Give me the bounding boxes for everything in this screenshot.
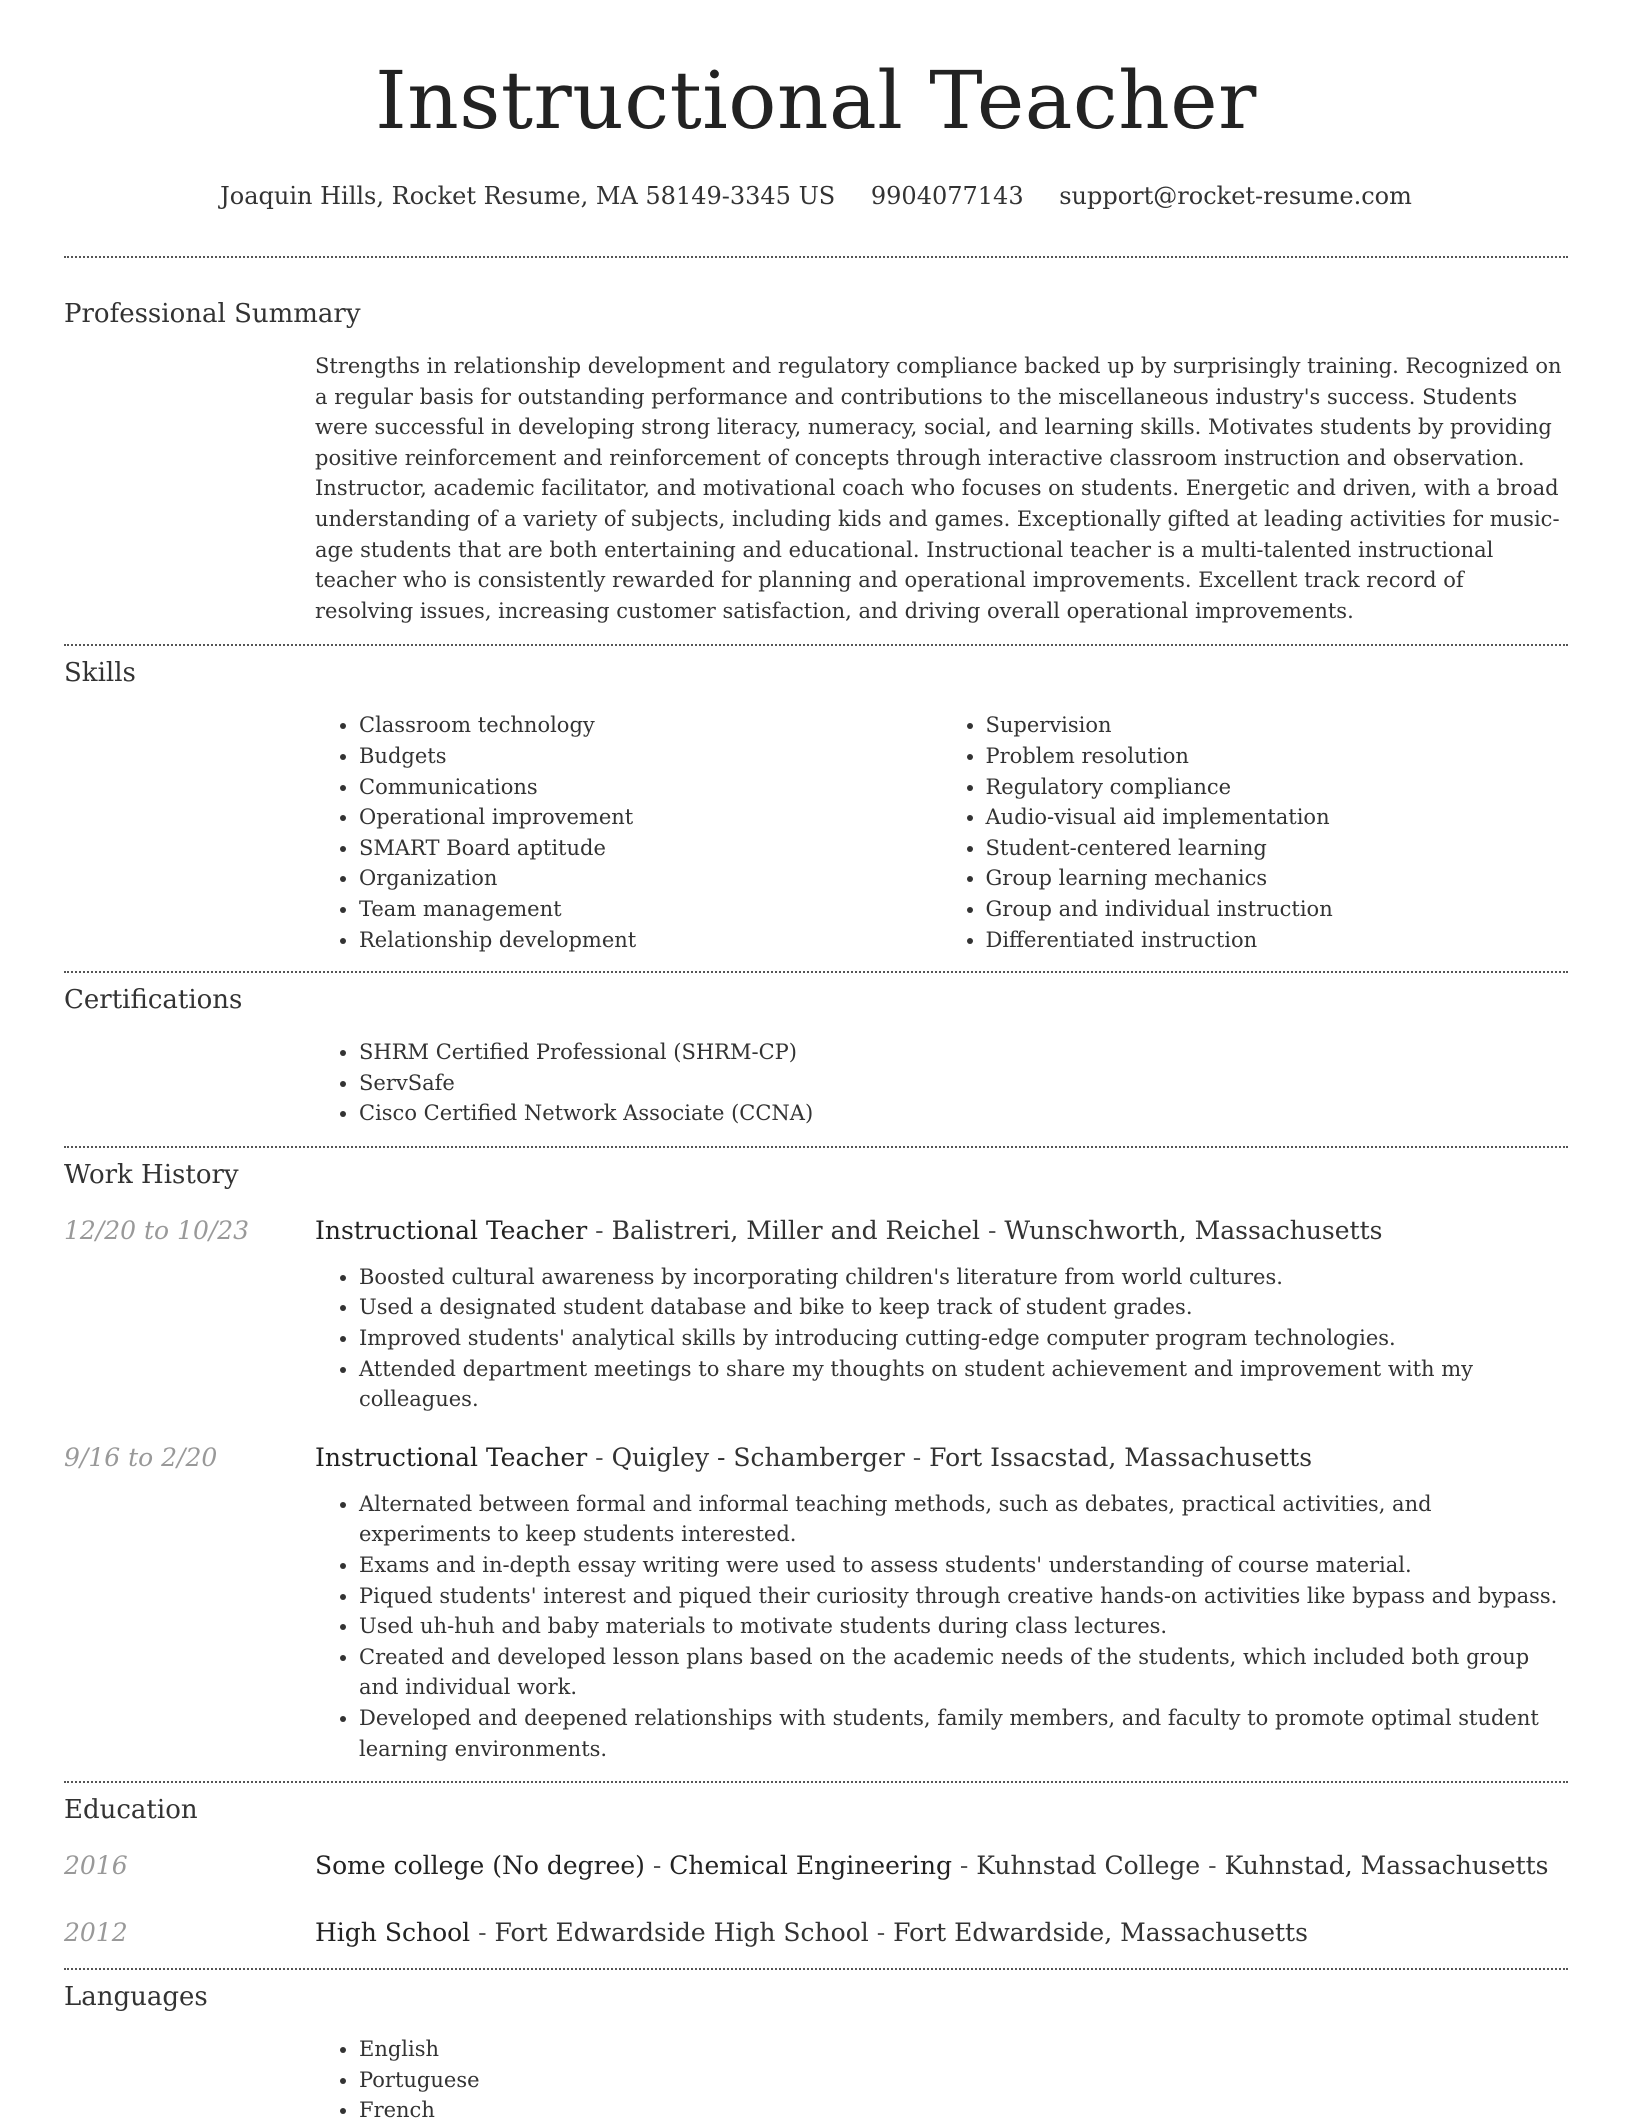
education-title-line xyxy=(315,1849,1549,1883)
certification-item: • ServSafe xyxy=(359,1068,1568,1099)
languages-list xyxy=(315,2034,1568,2126)
education-entry xyxy=(64,1849,1568,1883)
school-location: Fort Edwardside, Massachusetts xyxy=(893,1918,1308,1948)
skill-item: • Organization xyxy=(359,863,942,894)
separator: - xyxy=(980,1215,1005,1245)
skill-item: • Regulatory compliance xyxy=(986,772,1569,803)
work-title-line xyxy=(315,1441,1312,1475)
school-location: Kuhnstad, Massachusetts xyxy=(1224,1851,1549,1881)
language-item: • French xyxy=(359,2095,1568,2126)
certification-item: • Cisco Certified Network Associate (CCNA) xyxy=(359,1098,1568,1129)
work-title-line xyxy=(315,1214,1382,1248)
divider xyxy=(64,1146,1568,1148)
skills-list-left xyxy=(315,710,942,955)
education-year: 2012 xyxy=(64,1918,128,1948)
school-name: Kuhnstad College xyxy=(976,1851,1201,1881)
resume-title: Instructional Teacher xyxy=(375,54,1257,147)
work-history-heading: Work History xyxy=(64,1159,239,1190)
contact-address: Joaquin Hills, Rocket Resume, MA 58149-3345 US xyxy=(220,182,836,210)
languages-heading: Languages xyxy=(64,1982,208,2013)
skill-item: • Differentiated instruction xyxy=(986,925,1569,956)
language-item: • Portuguese xyxy=(359,2065,1568,2096)
languages-section xyxy=(315,2034,1568,2126)
contact-line xyxy=(64,180,1568,212)
skill-item: • Group and individual instruction xyxy=(986,894,1569,925)
skill-item: • Team management xyxy=(359,894,942,925)
work-bullet: • Improved students' analytical skills by introducing cutting-edge computer program technologies. xyxy=(359,1323,1568,1354)
separator: - xyxy=(470,1918,495,1948)
work-dates: 9/16 to 2/20 xyxy=(64,1442,218,1472)
job-company: Balistreri, Miller and Reichel xyxy=(611,1215,981,1245)
work-bullet: • Attended department meetings to share my thoughts on student achievement and improvement with my colleagues. xyxy=(359,1354,1568,1415)
skill-item: • Supervision xyxy=(986,710,1569,741)
divider xyxy=(64,644,1568,646)
job-title: Instructional Teacher xyxy=(315,1442,588,1472)
education-year: 2016 xyxy=(64,1851,128,1881)
summary-section xyxy=(315,351,1568,626)
language-item: • English xyxy=(359,2034,1568,2065)
degree: Some college (No degree) xyxy=(315,1851,645,1881)
work-entry xyxy=(64,1214,1568,1248)
work-bullet: • Created and developed lesson plans based on the academic needs of the students, which included both group and individual work. xyxy=(359,1642,1568,1703)
skill-item: • Classroom technology xyxy=(359,710,942,741)
work-bullet: • Used uh-huh and baby materials to motivate students during class lectures. xyxy=(359,1611,1568,1642)
separator: - xyxy=(1200,1851,1225,1881)
education-title-line xyxy=(315,1916,1308,1950)
work-bullet: • Exams and in-depth essay writing were used to assess students' understanding of course material. xyxy=(359,1550,1568,1581)
job-title: Instructional Teacher xyxy=(315,1215,588,1245)
job-company: Quigley - Schamberger xyxy=(611,1442,905,1472)
separator: - xyxy=(587,1442,612,1472)
job-location: Fort Issacstad, Massachusetts xyxy=(929,1442,1313,1472)
divider xyxy=(64,1968,1568,1970)
work-entry xyxy=(64,1441,1568,1475)
work-bullet: • Developed and deepened relationships with students, family members, and faculty to promote optimal student learning environments. xyxy=(359,1703,1568,1764)
certification-item: • SHRM Certified Professional (SHRM-CP) xyxy=(359,1037,1568,1068)
skill-item: • Group learning mechanics xyxy=(986,863,1569,894)
contact-email: support@rocket-resume.com xyxy=(1059,182,1412,210)
divider xyxy=(64,1781,1568,1783)
separator: - xyxy=(951,1851,977,1881)
certifications-heading: Certifications xyxy=(64,985,243,1016)
skill-item: • SMART Board aptitude xyxy=(359,833,942,864)
work-bullet: • Used a designated student database and bike to keep track of student grades. xyxy=(359,1292,1568,1323)
skill-item: • Student-centered learning xyxy=(986,833,1569,864)
work-bullets xyxy=(315,1489,1568,1764)
separator: - xyxy=(904,1442,930,1472)
work-dates: 12/20 to 10/23 xyxy=(64,1215,250,1245)
skills-list-right xyxy=(942,710,1569,955)
summary-text: Strengths in relationship development and regulatory compliance backed up by surprisingly training. Recognized on a regular basis for outstanding performance and contributions to the miscellaneous industry's success. Students were successful in developing strong literacy, numeracy, social, and learning skills. Motivates students by providing positive reinforcement and reinforcement of concepts through interactive classroom instruction and observation. Instructor, academic facilitator, and motivational coach who focuses on students. Energetic and driven, with a broad understanding of a variety of subjects, including kids and games. Exceptionally gifted at leading activities for music-age students that are both entertaining and educational. Instructional teacher is a multi-talented instructional teacher who is consistently rewarded for planning and operational improvements. Excellent track record of resolving issues, increasing customer satisfaction, and driving overall operational improvements. xyxy=(315,354,1562,623)
work-bullets xyxy=(315,1262,1568,1415)
work-bullet: • Boosted cultural awareness by incorporating children's literature from world cultures. xyxy=(359,1262,1568,1293)
skill-item: • Audio-visual aid implementation xyxy=(986,802,1569,833)
divider xyxy=(64,256,1568,258)
skills-section xyxy=(315,710,1568,955)
summary-heading: Professional Summary xyxy=(64,299,361,329)
skill-item: • Problem resolution xyxy=(986,741,1569,772)
separator: - xyxy=(587,1215,612,1245)
contact-phone: 9904077143 xyxy=(870,182,1024,210)
field-of-study: Chemical Engineering xyxy=(669,1851,952,1881)
education-heading: Education xyxy=(64,1795,198,1826)
work-bullet: • Alternated between formal and informal teaching methods, such as debates, practical activities, and experiments to keep students interested. xyxy=(359,1489,1568,1550)
skill-item: • Budgets xyxy=(359,741,942,772)
skills-heading: Skills xyxy=(64,658,136,689)
job-location: Wunschworth, Massachusetts xyxy=(1004,1215,1383,1245)
education-entry xyxy=(64,1916,1568,1950)
separator: - xyxy=(868,1918,894,1948)
certifications-section xyxy=(315,1037,1568,1129)
certifications-list xyxy=(315,1037,1568,1129)
skill-item: • Relationship development xyxy=(359,925,942,956)
skill-item: • Operational improvement xyxy=(359,802,942,833)
skill-item: • Communications xyxy=(359,772,942,803)
separator: - xyxy=(644,1851,670,1881)
degree: High School xyxy=(315,1918,471,1948)
work-bullet: • Piqued students' interest and piqued their curiosity through creative hands-on activities like bypass and bypass. xyxy=(359,1581,1568,1612)
school-name: Fort Edwardside High School xyxy=(494,1918,869,1948)
divider xyxy=(64,971,1568,973)
